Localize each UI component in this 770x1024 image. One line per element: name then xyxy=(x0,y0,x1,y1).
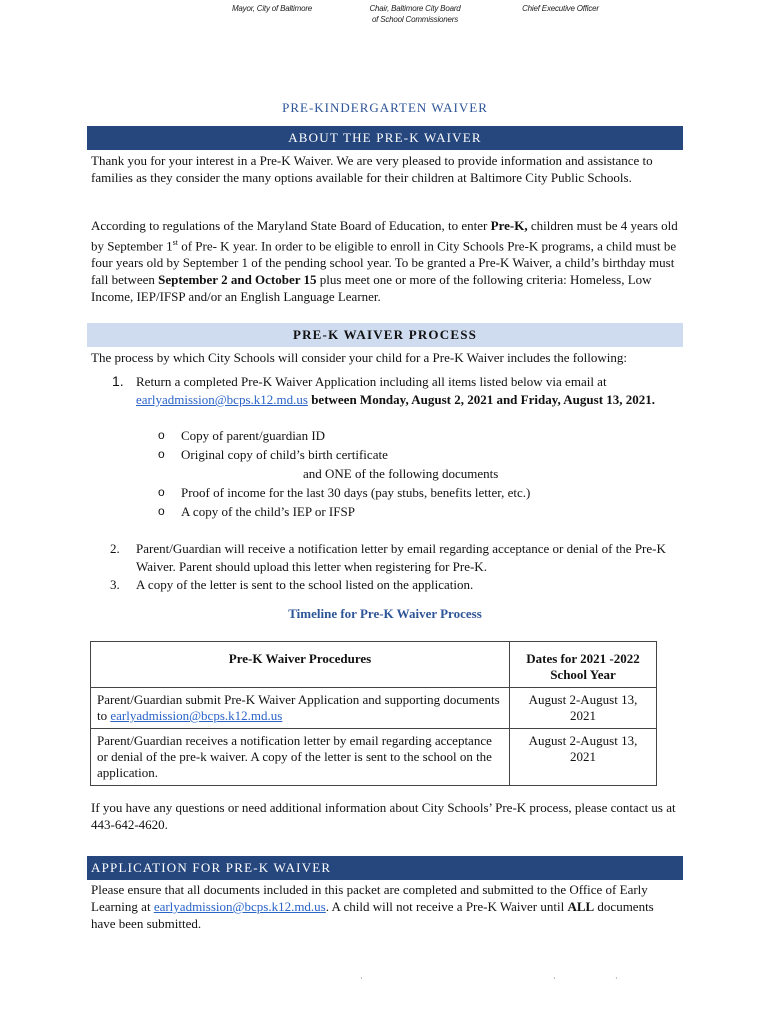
about-paragraph-1: Thank you for your interest in a Pre-K Waiver. We are very pleased to provide information and assistance to families as they consider the many options available for their children at Baltimore City Public Schools. xyxy=(91,153,653,185)
table-header-row xyxy=(91,642,657,688)
bullet-icon: o xyxy=(158,428,165,442)
table-cell-procedure: Parent/Guardian receives a notification letter by email regarding acceptance or denial of the pre-k waiver. A copy of the letter is sent to the school on the application. xyxy=(91,729,510,786)
signature-chair-title-2: of School Commissioners xyxy=(371,15,459,24)
signature-board-chair xyxy=(355,3,475,25)
signature-ceo xyxy=(508,3,613,14)
step-1-deadline: between Monday, August 2, 2021 and Friday, August 13, 2021. xyxy=(307,392,656,407)
table-row xyxy=(91,729,657,786)
about-p2-sup: st xyxy=(172,238,178,247)
table-row xyxy=(91,688,657,729)
row-1-email-link[interactable]: earlyadmission@bcps.k12.md.us xyxy=(110,708,283,723)
timeline-title: Timeline for Pre-K Waiver Process xyxy=(288,606,482,621)
application-heading: APPLICATION FOR PRE-K WAIVER xyxy=(87,856,683,880)
application-all: ALL xyxy=(567,899,595,914)
and-one-label: and ONE of the following documents xyxy=(303,466,499,481)
about-p2-text-c: children must be 4 years old by September 1 xyxy=(91,218,678,254)
step-1-text xyxy=(136,373,676,409)
table-header-procedures: Pre-K Waiver Procedures xyxy=(91,642,510,688)
table-cell-date: August 2-August 13, 2021 xyxy=(510,729,657,786)
bullet-icon: o xyxy=(158,504,165,518)
application-period: . A child will not receive a Pre-K Waiver until xyxy=(325,899,568,914)
process-heading: PRE-K WAIVER PROCESS xyxy=(87,323,683,347)
step-3-number: 3. xyxy=(110,577,120,592)
table-cell-procedure xyxy=(91,688,510,729)
signature-mayor-title: Mayor, City of Baltimore xyxy=(231,4,313,13)
step-3-text: A copy of the letter is sent to the school listed on the application. xyxy=(136,577,474,592)
about-p2-prek: Pre-K, xyxy=(490,218,528,233)
doc-item-id: Copy of parent/guardian ID xyxy=(181,428,326,443)
signature-ceo-title: Chief Executive Officer xyxy=(522,4,599,13)
document-title: PRE-KINDERGARTEN WAIVER xyxy=(282,100,488,115)
table-header-dates: Dates for 2021 -2022 School Year xyxy=(510,642,657,688)
about-p2-text-a: According to regulations of the Maryland State Board of Education, to enter xyxy=(91,218,491,233)
step-2-number: 2. xyxy=(110,541,120,556)
doc-item-birth-certificate: Original copy of child’s birth certificate xyxy=(181,447,388,462)
about-p2-text-d: of Pre- K year. In order to be eligible to enroll in City Schools Pre-K programs, a child must be four years old by September 1 of the pending school year. To be granted a Pre-K Waiver, a child’s birthday must fall between xyxy=(91,238,677,288)
step-1-number: 1. xyxy=(112,373,124,389)
about-p2-text-f: plus meet one or more of the following criteria: Homeless, Low Income, IEP/IFSP and/or an English Language Learner. xyxy=(91,272,652,305)
row-1-text: Parent/Guardian submit Pre-K Waiver Application and supporting documents to xyxy=(97,692,500,723)
about-p2-dates: September 2 and October 15 xyxy=(158,272,317,288)
table-cell-date: August 2-August 13, 2021 xyxy=(510,688,657,729)
bullet-icon: o xyxy=(158,485,165,499)
step-1-email-link[interactable]: earlyadmission@bcps.k12.md.us xyxy=(136,392,308,407)
signature-mayor xyxy=(222,3,322,14)
footer-mark: · xyxy=(615,974,618,983)
application-text-c: documents have been submitted. xyxy=(91,899,654,931)
process-intro: The process by which City Schools will consider your child for a Pre-K Waiver includes the following: xyxy=(91,350,627,365)
doc-item-proof-of-income: Proof of income for the last 30 days (pay stubs, benefits letter, etc.) xyxy=(181,485,531,500)
bullet-icon: o xyxy=(158,447,165,461)
footer-mark: · xyxy=(360,974,363,983)
contact-paragraph: If you have any questions or need additional information about City Schools’ Pre-K process, please contact us at 443-642-4620. xyxy=(91,800,676,832)
footer-mark: · xyxy=(553,974,556,983)
doc-item-iep: A copy of the child’s IEP or IFSP xyxy=(181,504,355,519)
signature-chair-title-1: Chair, Baltimore City Board xyxy=(369,4,461,13)
step-2-text: Parent/Guardian will receive a notification letter by email regarding acceptance or denial of the Pre-K Waiver. Parent should upload this letter when registering for Pre-K. xyxy=(136,541,666,574)
application-paragraph xyxy=(91,881,681,932)
about-heading: ABOUT THE PRE-K WAIVER xyxy=(87,126,683,150)
timeline-table xyxy=(90,641,657,786)
about-paragraph-2 xyxy=(91,217,681,305)
application-text-a: Please ensure that all documents included in this packet are completed and submitted to the Office of Early Learning at xyxy=(91,882,648,914)
application-email-link[interactable]: earlyadmission@bcps.k12.md.us xyxy=(153,899,326,914)
step-1-text-a: Return a completed Pre-K Waiver Application including all items listed below via email at xyxy=(136,374,607,389)
